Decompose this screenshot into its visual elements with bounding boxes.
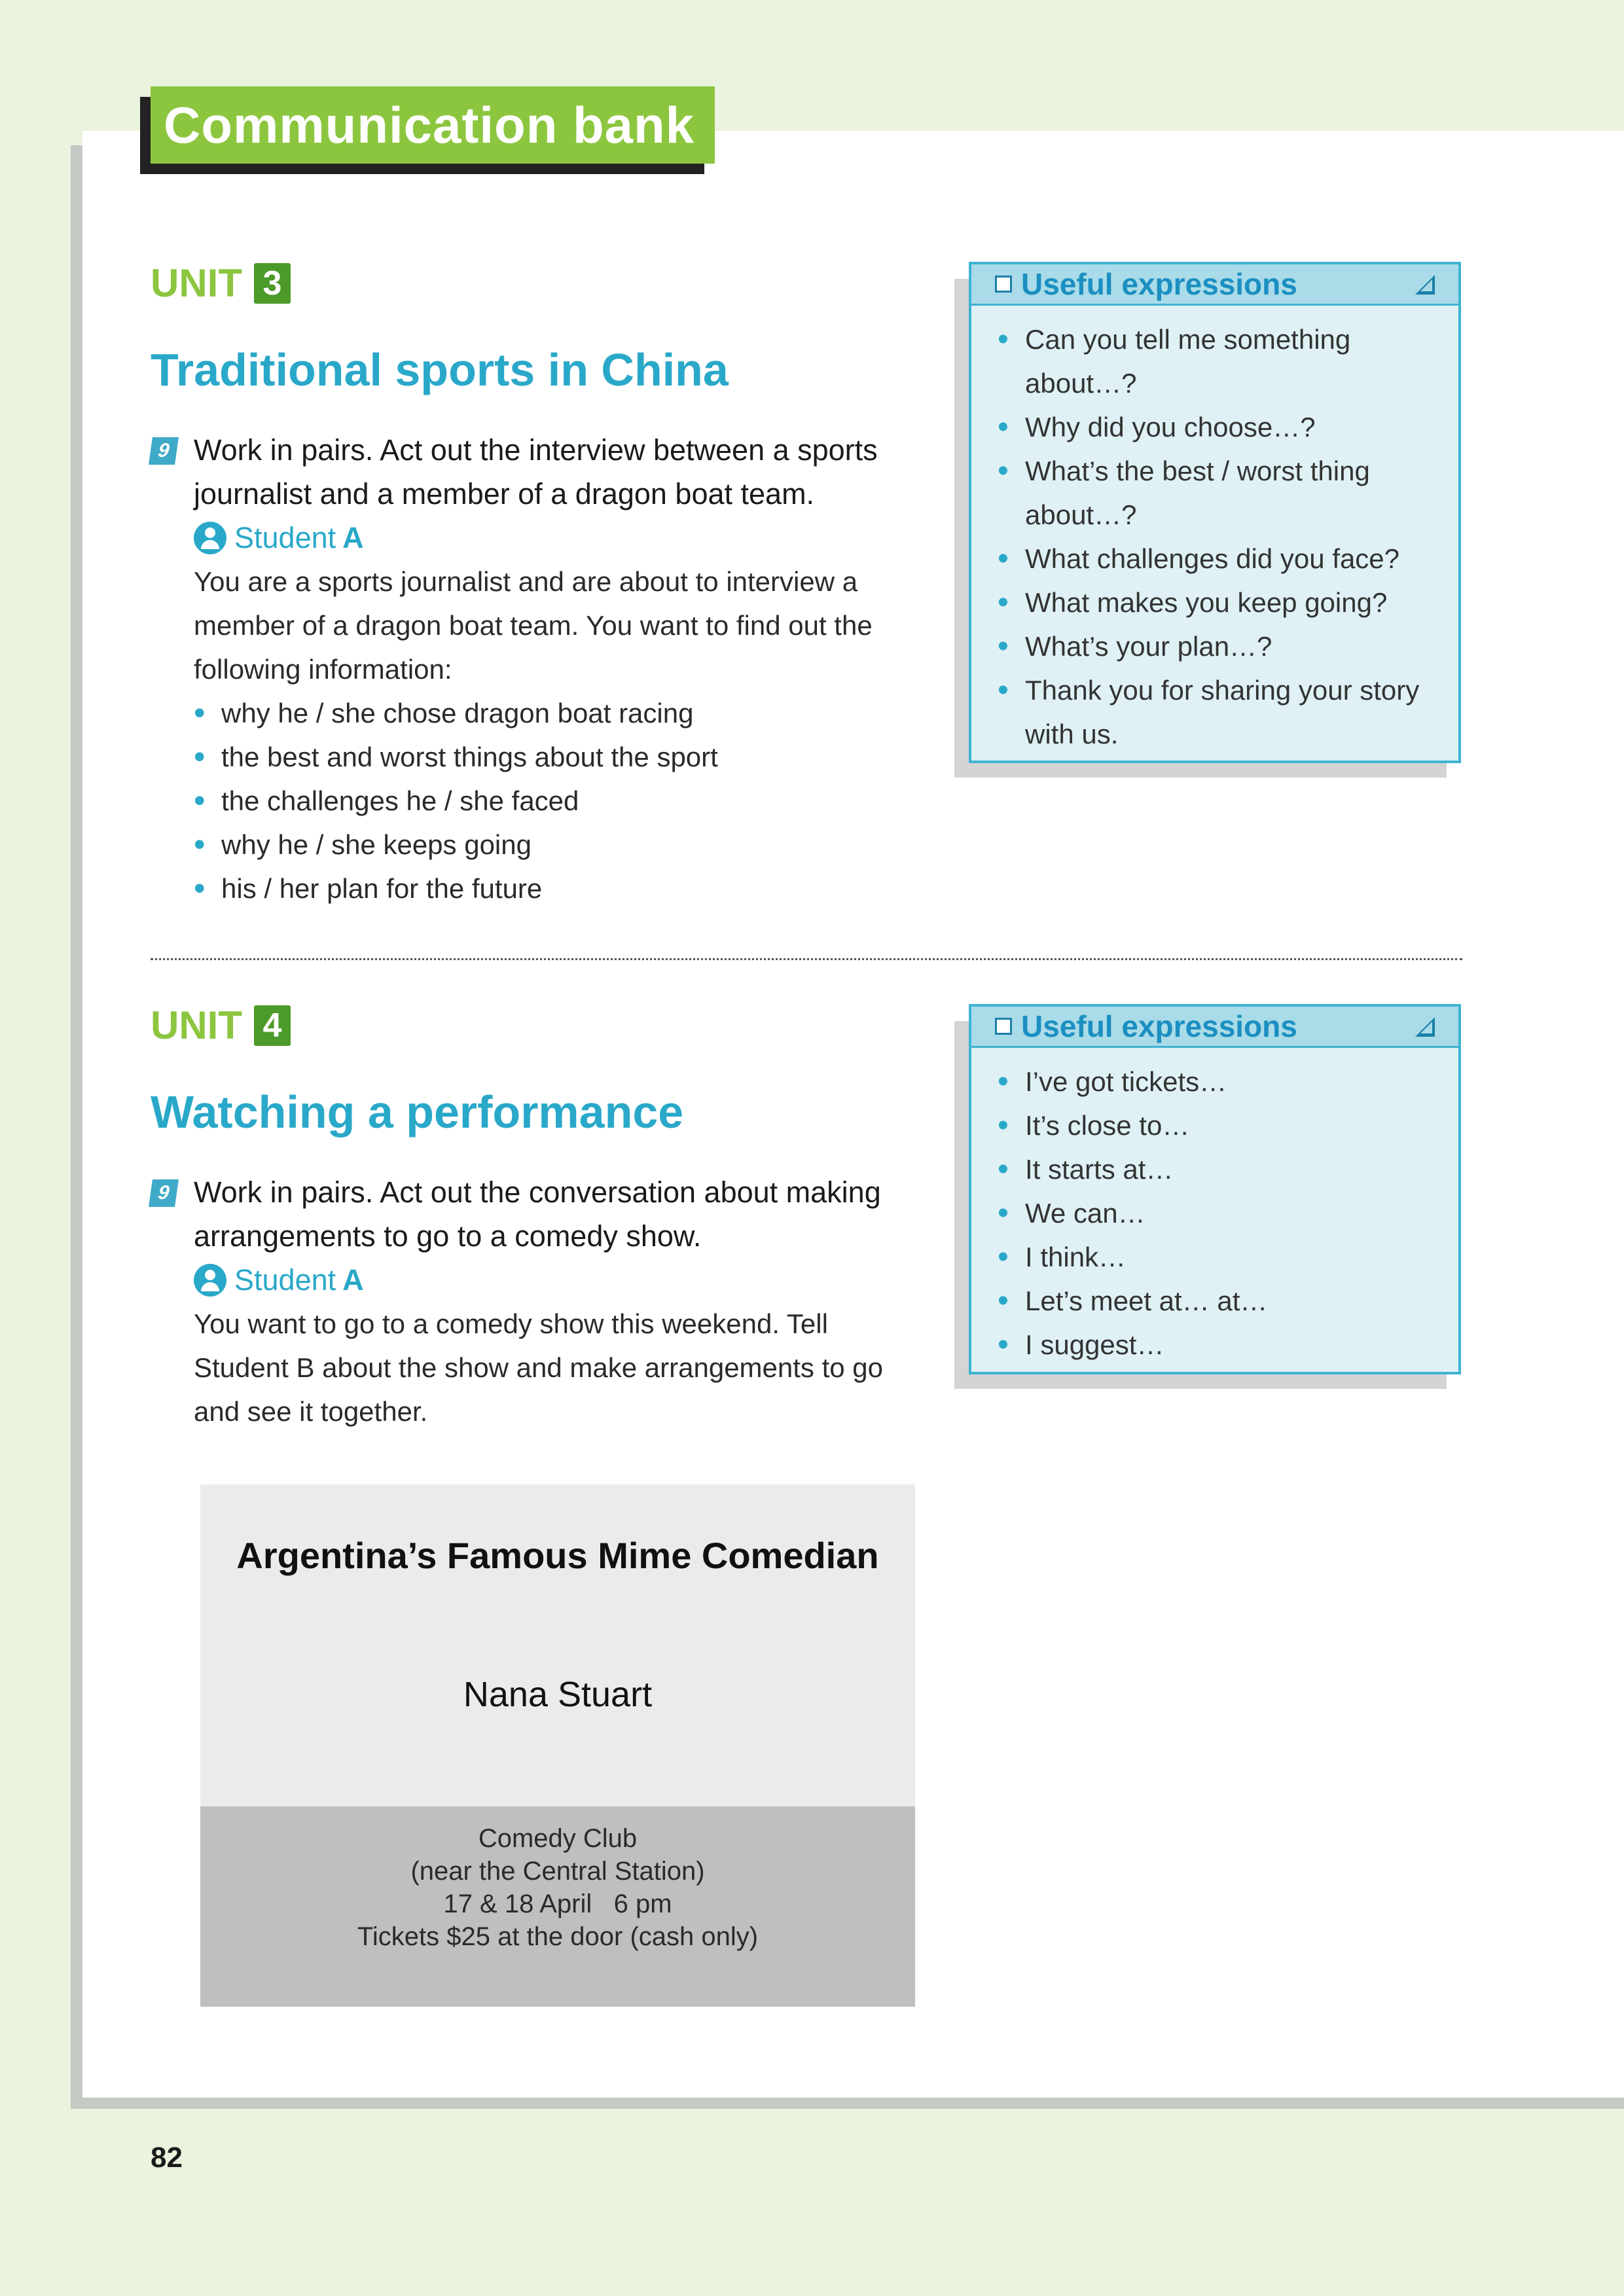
student-label-text: Student bbox=[234, 521, 336, 554]
student-letter: A bbox=[342, 521, 364, 554]
unit-number-badge: 3 bbox=[254, 263, 291, 304]
unit-3-task bbox=[151, 428, 910, 910]
useful-expressions-box-unit-3 bbox=[969, 262, 1461, 763]
section-divider bbox=[151, 958, 1462, 960]
unit-4-label bbox=[151, 1003, 291, 1049]
poster-tickets: Tickets $25 at the door (cash only) bbox=[357, 1922, 759, 1951]
list-item: • What’s the best / worst thing about…? bbox=[998, 449, 1432, 537]
corner-triangle-icon bbox=[1415, 275, 1435, 295]
student-a-label bbox=[194, 516, 910, 560]
section-banner: Communication bank bbox=[151, 86, 715, 164]
list-item: • Can you tell me something about…? bbox=[998, 317, 1432, 405]
info-bullet-list bbox=[194, 691, 910, 910]
poster-venue: Comedy Club bbox=[478, 1824, 638, 1853]
student-letter: A bbox=[342, 1263, 364, 1297]
poster-location: (near the Central Station) bbox=[410, 1857, 705, 1886]
poster-dates: 17 & 18 April 6 pm bbox=[443, 1890, 672, 1918]
useful-expressions-title: Useful expressions bbox=[1021, 1009, 1297, 1043]
task-number-icon: 9 bbox=[149, 1179, 179, 1207]
student-a-label bbox=[194, 1258, 910, 1302]
unit-3-title: Traditional sports in China bbox=[151, 344, 729, 395]
list-item: • Thank you for sharing your story with us. bbox=[998, 668, 1432, 756]
unit-number-badge: 4 bbox=[254, 1005, 291, 1046]
student-label-text: Student bbox=[234, 1263, 336, 1297]
person-icon bbox=[194, 522, 226, 554]
poster-details bbox=[200, 1806, 915, 2007]
list-item: • What challenges did you face? bbox=[998, 537, 1432, 581]
list-item: • the best and worst things about the sport bbox=[194, 735, 910, 779]
corner-triangle-icon bbox=[1415, 1017, 1435, 1037]
list-item: • the challenges he / she faced bbox=[194, 779, 910, 823]
expression-list bbox=[971, 306, 1458, 756]
useful-expressions-header bbox=[971, 1007, 1458, 1048]
task-instruction: Work in pairs. Act out the interview between a sports journalist and a member of a dragon boat team. bbox=[194, 433, 878, 511]
list-item: • why he / she keeps going bbox=[194, 823, 910, 867]
list-item: • We can… bbox=[998, 1191, 1432, 1235]
list-item: • It’s close to… bbox=[998, 1103, 1432, 1147]
useful-expressions-box-unit-4 bbox=[969, 1004, 1461, 1374]
list-item: • I think… bbox=[998, 1235, 1432, 1279]
page-number: 82 bbox=[151, 2142, 183, 2174]
checkbox-icon bbox=[995, 1018, 1012, 1035]
task-number-icon: 9 bbox=[149, 437, 179, 465]
person-icon bbox=[194, 1264, 226, 1297]
poster-performer-name: Nana Stuart bbox=[463, 1675, 653, 1714]
list-item: • Why did you choose…? bbox=[998, 405, 1432, 449]
checkbox-icon bbox=[995, 276, 1012, 293]
unit-label-text: UNIT bbox=[151, 261, 242, 305]
unit-label-text: UNIT bbox=[151, 1003, 242, 1047]
useful-expressions-title: Useful expressions bbox=[1021, 267, 1297, 301]
useful-expressions-header bbox=[971, 264, 1458, 306]
show-poster bbox=[200, 1484, 915, 1806]
unit-3-label bbox=[151, 260, 291, 306]
list-item: • I’ve got tickets… bbox=[998, 1060, 1432, 1103]
poster-headline: Argentina’s Famous Mime Comedian bbox=[236, 1535, 879, 1576]
list-item: • his / her plan for the future bbox=[194, 867, 910, 910]
list-item: • It starts at… bbox=[998, 1147, 1432, 1191]
role-description: You are a sports journalist and are about to interview a member of a dragon boat team. You want to find out the following information: bbox=[194, 566, 873, 685]
list-item: • why he / she chose dragon boat racing bbox=[194, 691, 910, 735]
expression-list bbox=[971, 1048, 1458, 1367]
unit-4-task bbox=[151, 1170, 910, 1433]
list-item: • I suggest… bbox=[998, 1323, 1432, 1367]
list-item: • What’s your plan…? bbox=[998, 624, 1432, 668]
role-description: You want to go to a comedy show this weekend. Tell Student B about the show and make arrangements to go and see it together. bbox=[194, 1308, 884, 1427]
task-instruction: Work in pairs. Act out the conversation about making arrangements to go to a comedy show. bbox=[194, 1175, 881, 1253]
list-item: • Let’s meet at… at… bbox=[998, 1279, 1432, 1323]
unit-4-title: Watching a performance bbox=[151, 1086, 684, 1138]
list-item: • What makes you keep going? bbox=[998, 581, 1432, 624]
